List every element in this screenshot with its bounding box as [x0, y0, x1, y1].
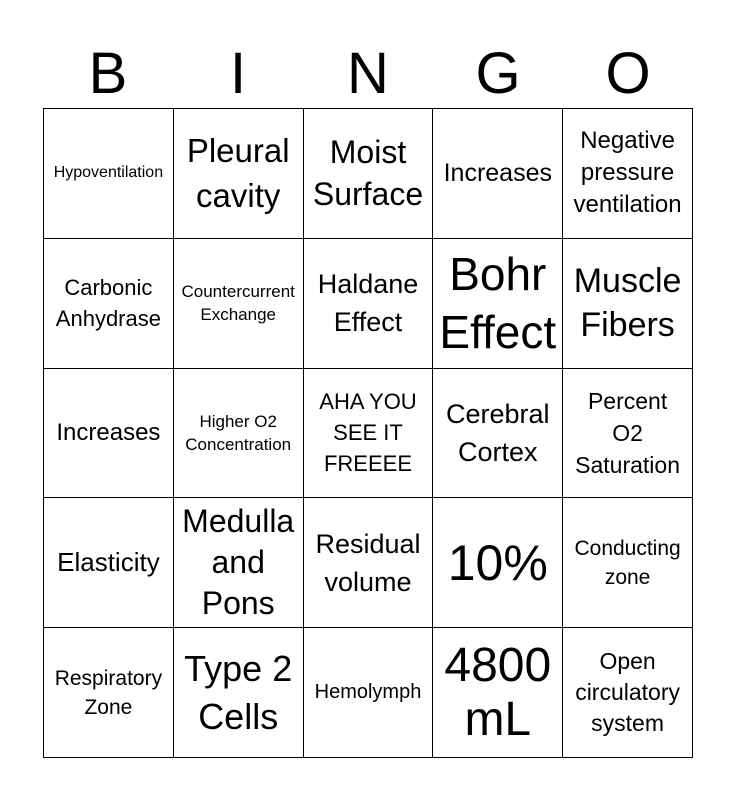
cell-text: Cerebral Cortex — [446, 398, 550, 467]
bingo-cell[interactable] — [174, 109, 304, 239]
cell-text: Bohr Effect — [439, 248, 557, 359]
header-letter-i: I — [229, 41, 247, 106]
header-letter-g: G — [475, 41, 521, 106]
cell-text: Higher O2 Concentration — [185, 411, 292, 454]
cell-text: Increases — [56, 419, 161, 447]
bingo-cell[interactable] — [433, 369, 563, 499]
header-letter-n: N — [347, 41, 389, 106]
bingo-cell[interactable] — [433, 109, 563, 239]
bingo-cell[interactable] — [563, 369, 693, 499]
header-letter-b: B — [88, 41, 128, 106]
bingo-cell[interactable] — [304, 498, 434, 628]
bingo-cell[interactable] — [433, 239, 563, 369]
cell-text: 10% — [447, 534, 548, 591]
cell-text: Increases — [443, 158, 552, 187]
bingo-cell[interactable] — [174, 498, 304, 628]
cell-text: Percent O2 Saturation — [575, 387, 681, 478]
bingo-cell[interactable] — [44, 239, 174, 369]
bingo-cell[interactable] — [563, 109, 693, 239]
bingo-cell[interactable] — [304, 239, 434, 369]
bingo-header — [43, 40, 693, 108]
cell-text: Respiratory Zone — [54, 666, 163, 719]
bingo-cell[interactable] — [304, 369, 434, 499]
bingo-cell[interactable] — [44, 498, 174, 628]
cell-text: Hypoventilation — [53, 164, 164, 182]
bingo-cell[interactable] — [304, 628, 434, 758]
cell-text: Countercurrent Exchange — [181, 282, 295, 325]
cell-text: Medulla and Pons — [182, 503, 295, 622]
bingo-cell[interactable] — [174, 239, 304, 369]
cell-text: Pleural cavity — [186, 132, 290, 215]
cell-text: Moist Surface — [312, 134, 424, 213]
bingo-cell[interactable] — [174, 369, 304, 499]
bingo-cell[interactable] — [433, 498, 563, 628]
cell-text: Elasticity — [57, 547, 160, 578]
cell-text: Open circulatory system — [575, 648, 680, 737]
cell-text: Hemolymph — [314, 681, 422, 704]
header-letter-o: O — [605, 41, 651, 106]
bingo-cell[interactable] — [563, 239, 693, 369]
bingo-cell[interactable] — [304, 109, 434, 239]
cell-text: Negative pressure ventilation — [573, 127, 682, 219]
cell-text: Carbonic Anhydrase — [55, 275, 161, 332]
cell-text: Residual volume — [315, 528, 421, 597]
bingo-cell[interactable] — [563, 628, 693, 758]
bingo-cell[interactable] — [44, 109, 174, 239]
cell-text: Haldane Effect — [317, 269, 419, 338]
bingo-cell[interactable] — [44, 628, 174, 758]
bingo-cell[interactable] — [433, 628, 563, 758]
cell-text: AHA YOU SEE IT FREEEE — [319, 389, 417, 477]
bingo-cell[interactable] — [44, 369, 174, 499]
bingo-cell[interactable] — [174, 628, 304, 758]
cell-text: Conducting zone — [574, 536, 681, 589]
cell-text: 4800 mL — [444, 638, 552, 746]
bingo-cell[interactable] — [563, 498, 693, 628]
cell-text: Muscle Fibers — [573, 262, 682, 345]
cell-text: Type 2 Cells — [184, 647, 293, 737]
bingo-grid — [43, 108, 693, 758]
